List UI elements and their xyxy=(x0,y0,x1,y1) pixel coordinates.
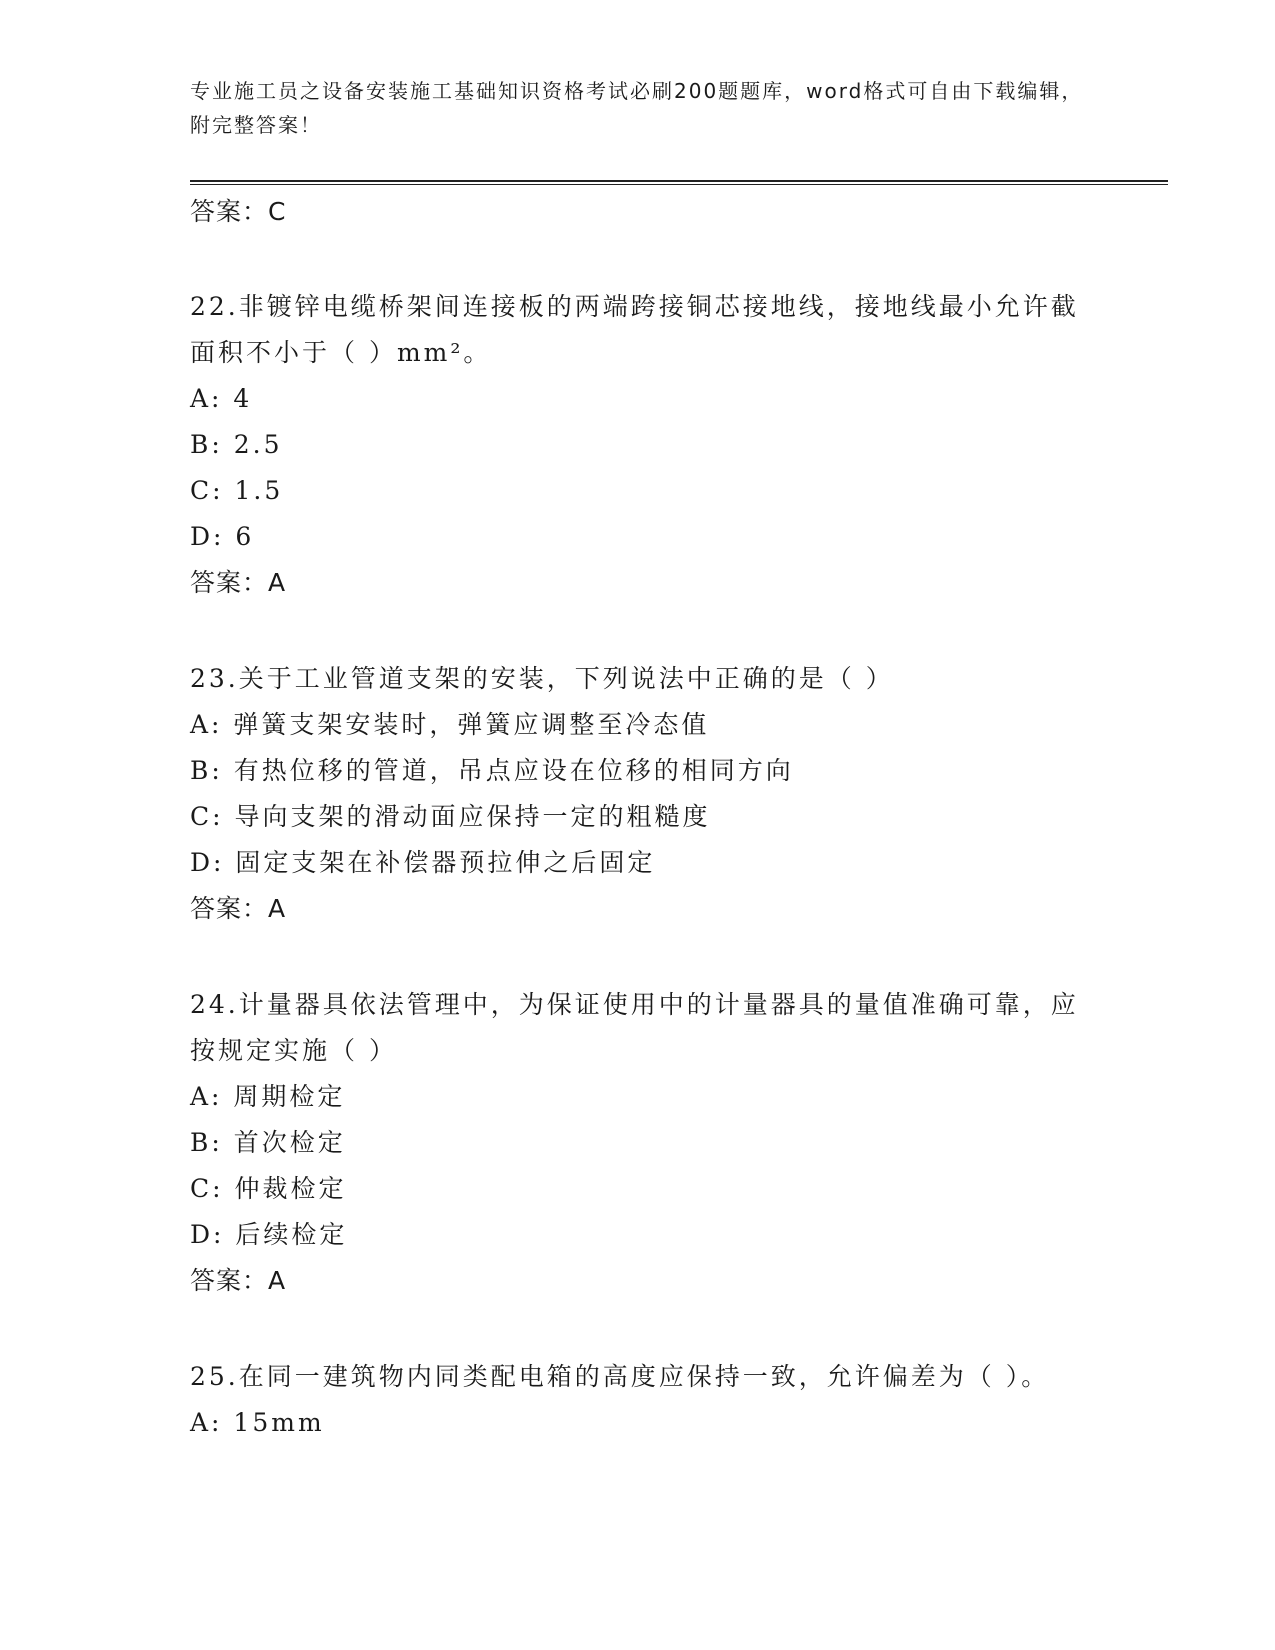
option-d: D: 6 xyxy=(190,522,255,551)
question-23 xyxy=(190,656,1090,932)
option-c: C: 仲裁检定 xyxy=(190,1174,347,1203)
option-d: D: 后续检定 xyxy=(190,1220,348,1249)
option-b: B: 有热位移的管道，吊点应设在位移的相同方向 xyxy=(190,756,794,785)
option-b: B: 2.5 xyxy=(190,430,283,459)
answer: 答案：A xyxy=(190,568,287,597)
question-22 xyxy=(190,284,1090,606)
question-list xyxy=(190,190,1090,1446)
previous-answer: 答案：C xyxy=(190,197,287,226)
option-a: A: 弹簧支架安装时，弹簧应调整至冷态值 xyxy=(190,710,710,739)
question-stem: 24.计量器具依法管理中，为保证使用中的计量器具的量值准确可靠，应按规定实施（ ） xyxy=(190,990,1079,1065)
option-b: B: 首次检定 xyxy=(190,1128,346,1157)
question-stem: 23.关于工业管道支架的安装，下列说法中正确的是（ ） xyxy=(190,664,894,693)
question-stem: 25.在同一建筑物内同类配电箱的高度应保持一致，允许偏差为（ ）。 xyxy=(190,1362,1050,1391)
option-c: C: 1.5 xyxy=(190,476,284,505)
option-a: A: 4 xyxy=(190,384,253,413)
answer: 答案：A xyxy=(190,1266,287,1295)
question-25 xyxy=(190,1354,1090,1446)
question-stem: 22.非镀锌电缆桥架间连接板的两端跨接铜芯接地线，接地线最小允许截面积不小于（ ）mm²。 xyxy=(190,292,1079,367)
option-a: A: 15mm xyxy=(190,1408,325,1437)
page-header: 专业施工员之设备安装施工基础知识资格考试必刷200题题库，word格式可自由下载编辑，附完整答案！ xyxy=(190,79,1084,137)
option-c: C: 导向支架的滑动面应保持一定的粗糙度 xyxy=(190,802,711,831)
option-d: D: 固定支架在补偿器预拉伸之后固定 xyxy=(190,848,656,877)
option-a: A: 周期检定 xyxy=(190,1082,346,1111)
question-24 xyxy=(190,982,1090,1304)
answer: 答案：A xyxy=(190,894,287,923)
header-divider xyxy=(190,180,1168,185)
